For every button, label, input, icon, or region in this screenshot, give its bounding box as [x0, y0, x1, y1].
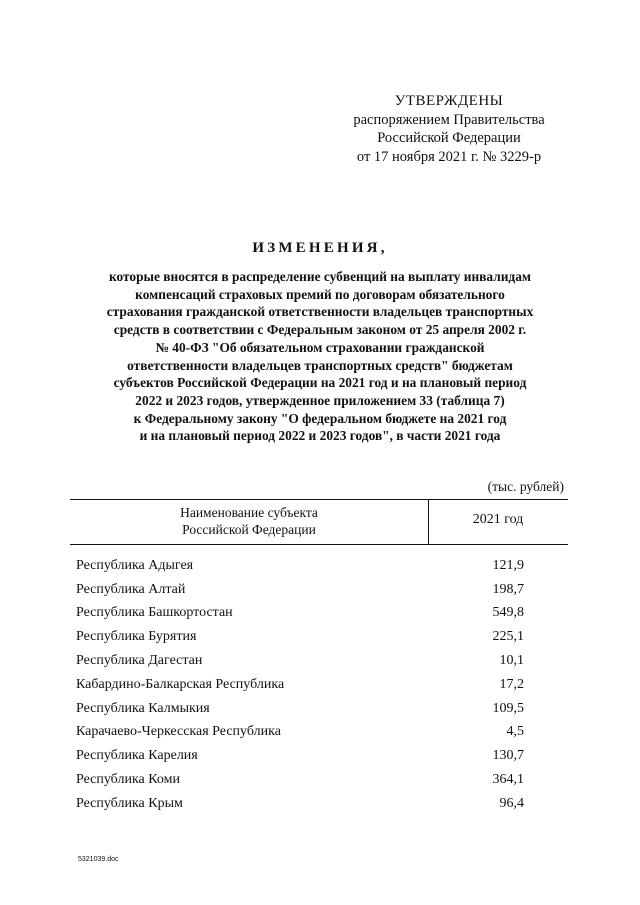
row-subject-name: Республика Башкортостан — [76, 605, 233, 621]
table-row — [76, 554, 556, 578]
subtitle-line: которые вносятся в распределение субвенций на выплату инвалидам — [108, 269, 532, 284]
table-row — [76, 768, 556, 792]
table-row — [76, 721, 556, 745]
table-header-name-line-1: Наименование субъекта — [180, 505, 318, 520]
row-subject-name: Кабардино-Балкарская Республика — [76, 676, 285, 692]
row-value: 549,8 — [492, 605, 524, 621]
approval-line-3: от 17 ноября 2021 г. № 3229-р — [356, 148, 542, 165]
table-row — [76, 578, 556, 602]
table-row — [76, 697, 556, 721]
subtitle-line: № 40-ФЗ "Об обязательном страховании гражданской — [155, 339, 485, 355]
row-subject-name: Республика Дагестан — [76, 653, 203, 669]
row-subject-name: Республика Алтай — [76, 581, 186, 597]
table-units: (тыс. рублей) — [487, 479, 564, 494]
row-subject-name: Республика Бурятия — [76, 629, 197, 645]
subtitle-line: ответственности владельцев транспортных средств" бюджетам — [127, 357, 513, 373]
subtitle-line: 2022 и 2023 годов, утвержденное приложением 33 (таблица 7) — [135, 392, 505, 408]
table-body — [76, 554, 556, 816]
approval-block — [320, 92, 578, 166]
table-header-name — [70, 504, 428, 538]
row-subject-name: Республика Калмыкия — [76, 700, 210, 716]
subtitle-line: компенсаций страховых премий по договорам обязательного — [135, 286, 505, 302]
row-value: 225,1 — [492, 629, 524, 645]
subtitle-line: к Федеральному закону "О федеральном бюджете на 2021 год — [133, 410, 507, 426]
footer-doc-code: 5321039.doc — [78, 856, 119, 863]
subtitle-line: и на плановый период 2022 и 2023 годов", в части 2021 года — [139, 428, 501, 444]
document-title: ИЗМЕНЕНИЯ, — [252, 240, 388, 256]
row-subject-name: Карачаево-Черкесская Республика — [76, 724, 281, 740]
row-subject-name: Республика Карелия — [76, 748, 198, 764]
table-row — [76, 744, 556, 768]
subtitle-line: страхования гражданской ответственности владельцев транспортных — [106, 304, 534, 320]
approval-line-2: Российской Федерации — [377, 130, 521, 146]
subtitle-line: субъектов Российской Федерации на 2021 год и на плановый период — [113, 375, 527, 391]
subtitle-line: средств в соответствии с Федеральным законом от 25 апреля 2002 г. — [113, 322, 527, 338]
row-subject-name: Республика Крым — [76, 795, 183, 811]
row-subject-name: Республика Адыгея — [76, 557, 194, 573]
table-header-top-border — [70, 499, 568, 500]
table-row — [76, 673, 556, 697]
table-header-bottom-border — [70, 544, 568, 545]
table-row — [76, 792, 556, 816]
row-value: 10,1 — [499, 653, 524, 669]
row-value: 96,4 — [499, 795, 524, 811]
table-row — [76, 625, 556, 649]
row-value: 364,1 — [492, 772, 524, 788]
table-header-year: 2021 год — [472, 512, 524, 527]
approval-line-1: распоряжением Правительства — [353, 111, 545, 128]
table-row — [76, 602, 556, 626]
row-value: 4,5 — [506, 724, 524, 740]
row-value: 121,9 — [492, 557, 524, 573]
row-value: 198,7 — [492, 581, 524, 597]
document-subtitle — [60, 268, 580, 445]
table-row — [76, 649, 556, 673]
row-value: 109,5 — [492, 700, 524, 716]
approval-title: УТВЕРЖДЕНЫ — [394, 93, 504, 109]
row-value: 17,2 — [499, 676, 524, 692]
row-value: 130,7 — [492, 748, 524, 764]
table-header-name-line-2: Российской Федерации — [182, 522, 316, 537]
row-subject-name: Республика Коми — [76, 772, 180, 788]
